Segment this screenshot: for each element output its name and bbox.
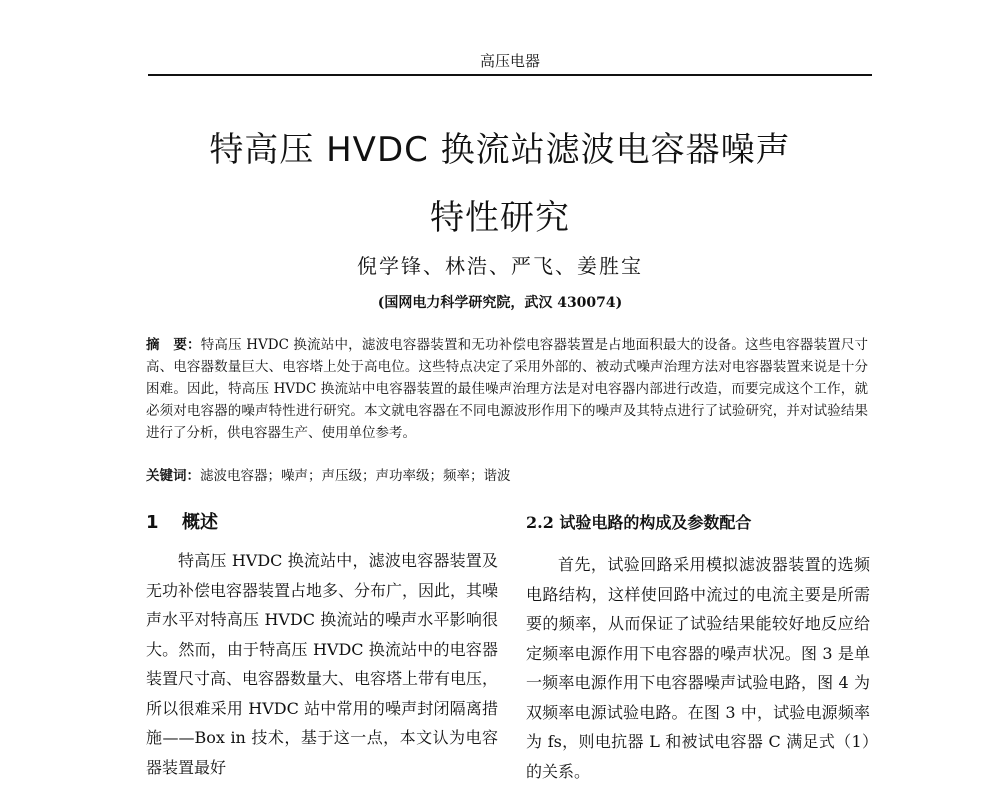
section-1-number: 1 [146, 512, 159, 533]
abstract-text: 特高压 HVDC 换流站中，滤波电容器装置和无功补偿电容器装置是占地面积最大的设备。这些电容器装置尺寸高、电容器数量巨大、电容塔上处于高电位。这些特点决定了采用外部的、被动式噪声治理方法对电容器装置来说是十分困难。因此，特高压 HVDC 换流站中电容器装置的最佳噪声治理方法是对电容器内部进行改造，而要完成这个工作，就必须对电容器的噪声特性进行研究。本文就电容器在不同电源波形作用下的噪声及其特点进行了试验研究，并对试验结果进行了分析，供电容器生产、使用单位参考。 [146, 337, 869, 441]
keywords-label: 关键词： [146, 468, 200, 484]
section-2-2-heading: 2.2 试验电路的构成及参数配合 [526, 513, 752, 532]
right-column [526, 508, 870, 786]
affiliation: (国网电力科学研究院，武汉 430074) [377, 295, 623, 311]
section-1-paragraph: 特高压 HVDC 换流站中，滤波电容器装置及无功补偿电容器装置占地多、分布广，因此，其噪声水平对特高压 HVDC 换流站的噪声水平影响很大。然而，由于特高压 HVDC 换流站中的电容器装置尺寸高、电容器数量大、电容塔上带有电压，所以很难采用 HVDC 站中常用的噪声封闭隔离措施——Box in 技术，基于这一点，本文认为电容器装置最好 [146, 551, 499, 777]
keywords [146, 464, 868, 484]
section-1-heading [146, 508, 498, 532]
section-2-2-paragraph: 首先，试验回路采用模拟滤波器装置的选频电路结构，这样使回路中流过的电流主要是所需要的频率，从而保证了试验结果能较好地反应给定频率电源作用下电容器的噪声状况。图 3 是单一频率电源作用下电容器噪声试验电路，图 4 为双频率电源试验电路。在图 3 中，试验电源频率为 fs，则电抗器 L 和被试电容器 C 满足式（1）的关系。 [526, 555, 870, 781]
running-header: 高压电器 [148, 50, 872, 76]
abstract [146, 334, 868, 444]
authors: 倪学锋、林浩、严飞、姜胜宝 [357, 254, 643, 278]
paper-title-line-1: 特高压 HVDC 换流站滤波电容器噪声 [209, 130, 791, 170]
keywords-text: 滤波电容器；噪声；声压级；声功率级；频率；谐波 [200, 468, 511, 484]
section-1-title: 概述 [182, 512, 218, 533]
abstract-label: 摘 要： [146, 337, 201, 353]
left-column [146, 508, 498, 782]
paper-title-line-2: 特性研究 [430, 198, 570, 238]
